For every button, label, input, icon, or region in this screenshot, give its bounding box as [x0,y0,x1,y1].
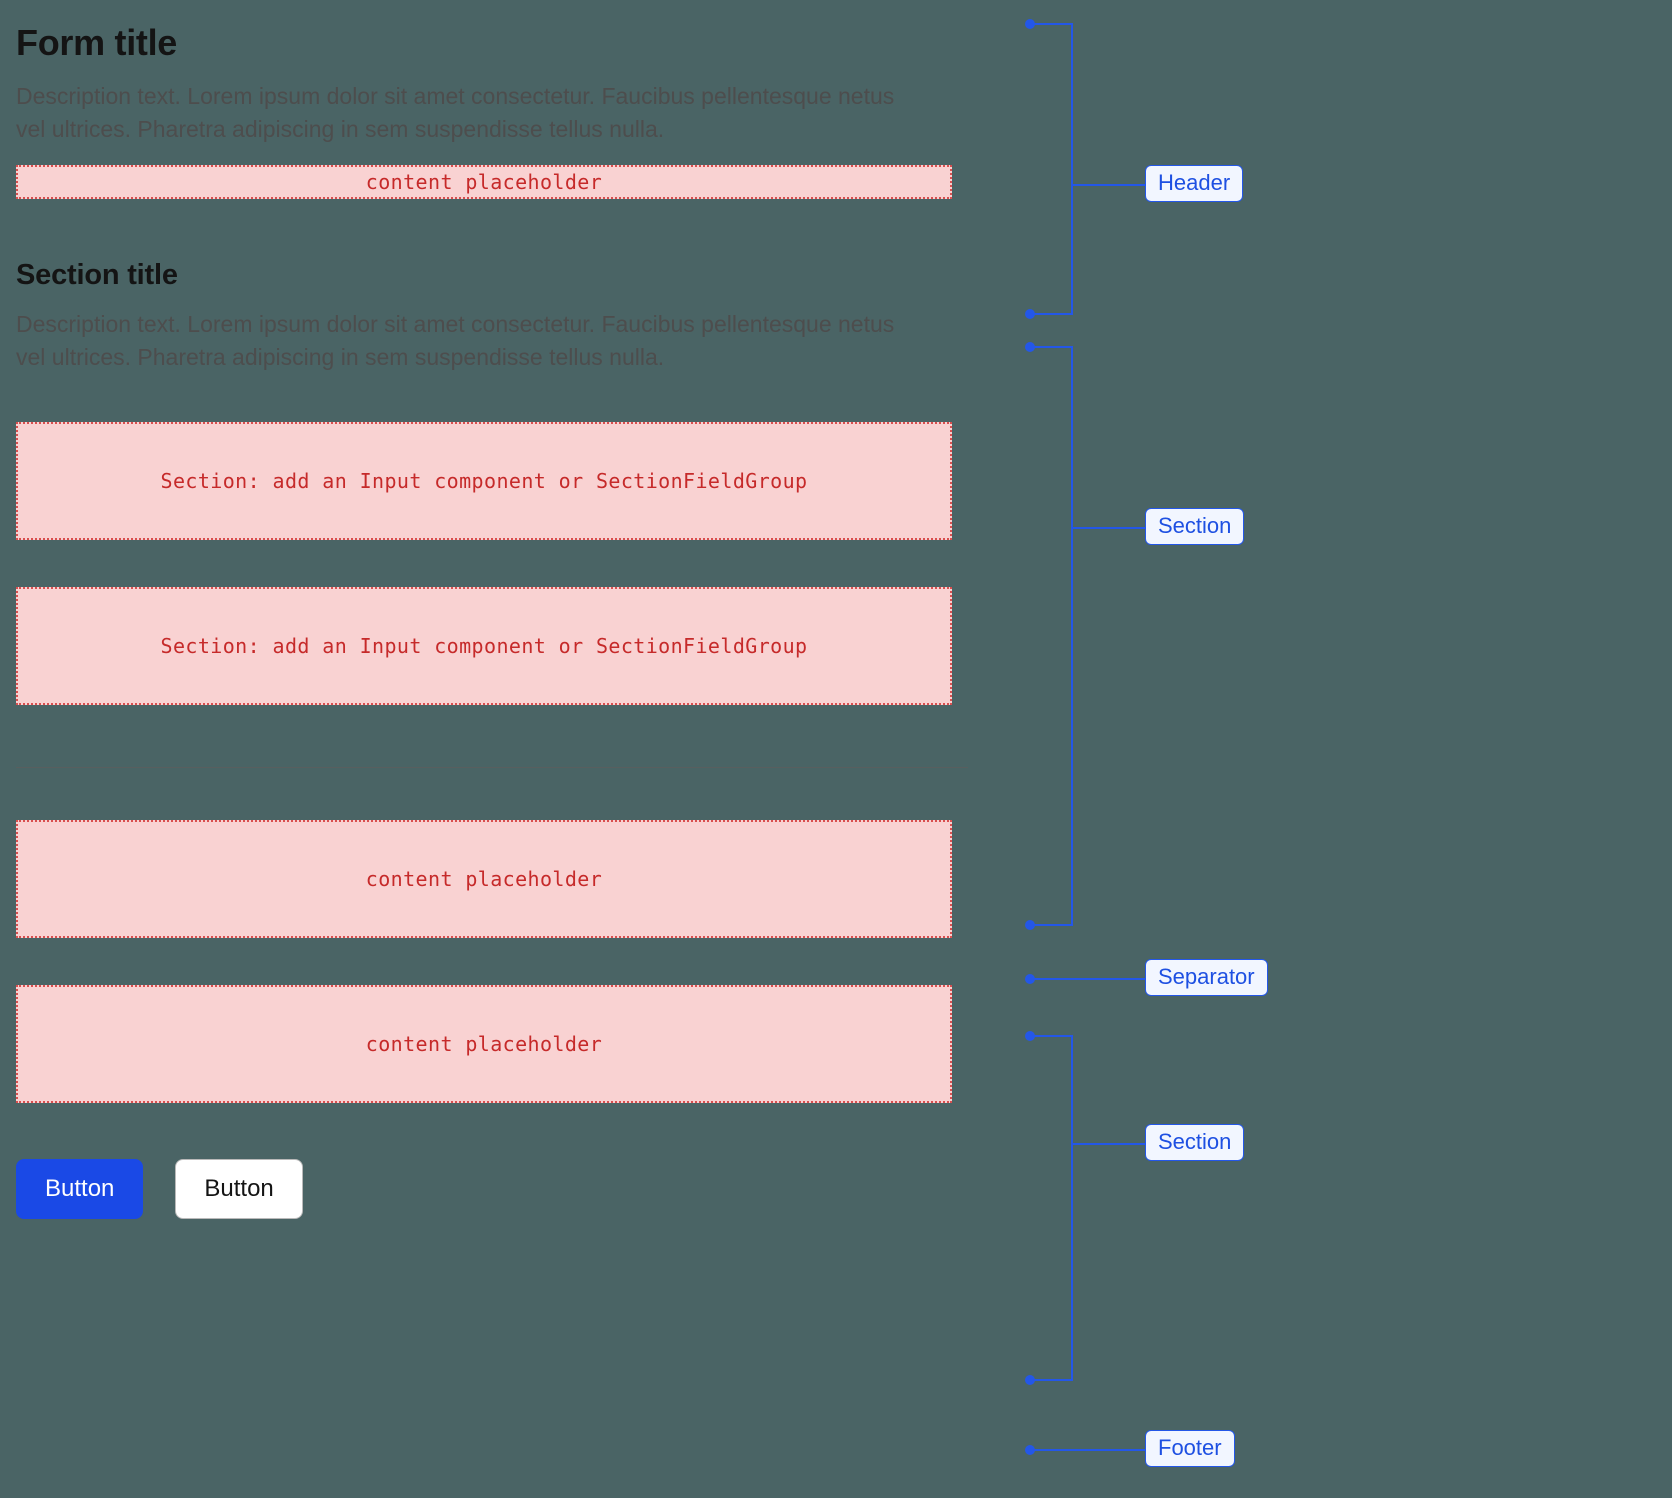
annotation-tag-header: Header [1145,165,1243,202]
form-footer [16,1159,1016,1219]
form-mock [16,0,1016,1219]
form-header-description: Description text. Lorem ipsum dolor sit amet consectetur. Faucibus pellentesque netus vel ultrices. Pharetra adipiscing in sem suspendisse tellus nulla. [16,83,895,143]
section-field-placeholder-1: Section: add an Input component or SectionFieldGroup [16,422,952,540]
annotation-tag-footer: Footer [1145,1430,1235,1467]
section-title: Section title [16,258,178,291]
form-section-one [16,259,1016,706]
primary-button[interactable]: Button [16,1159,143,1219]
section-field-placeholder-2: Section: add an Input component or SectionFieldGroup [16,587,952,705]
secondary-button[interactable]: Button [175,1159,302,1219]
annotation-tag-section-one: Section [1145,508,1244,545]
form-section-two [16,820,1016,1103]
header-content-placeholder: content placeholder [16,165,952,199]
annotation-tag-section-two: Section [1145,1124,1244,1161]
form-header-group [16,22,1016,199]
annotation-tag-separator: Separator [1145,959,1268,996]
form-separator [16,767,968,768]
section-description: Description text. Lorem ipsum dolor sit amet consectetur. Faucibus pellentesque netus vel ultrices. Pharetra adipiscing in sem suspendisse tellus nulla. [16,310,895,371]
section-two-content-placeholder-2: content placeholder [16,985,952,1103]
section-two-content-placeholder-1: content placeholder [16,820,952,938]
form-title: Form title [16,22,178,63]
